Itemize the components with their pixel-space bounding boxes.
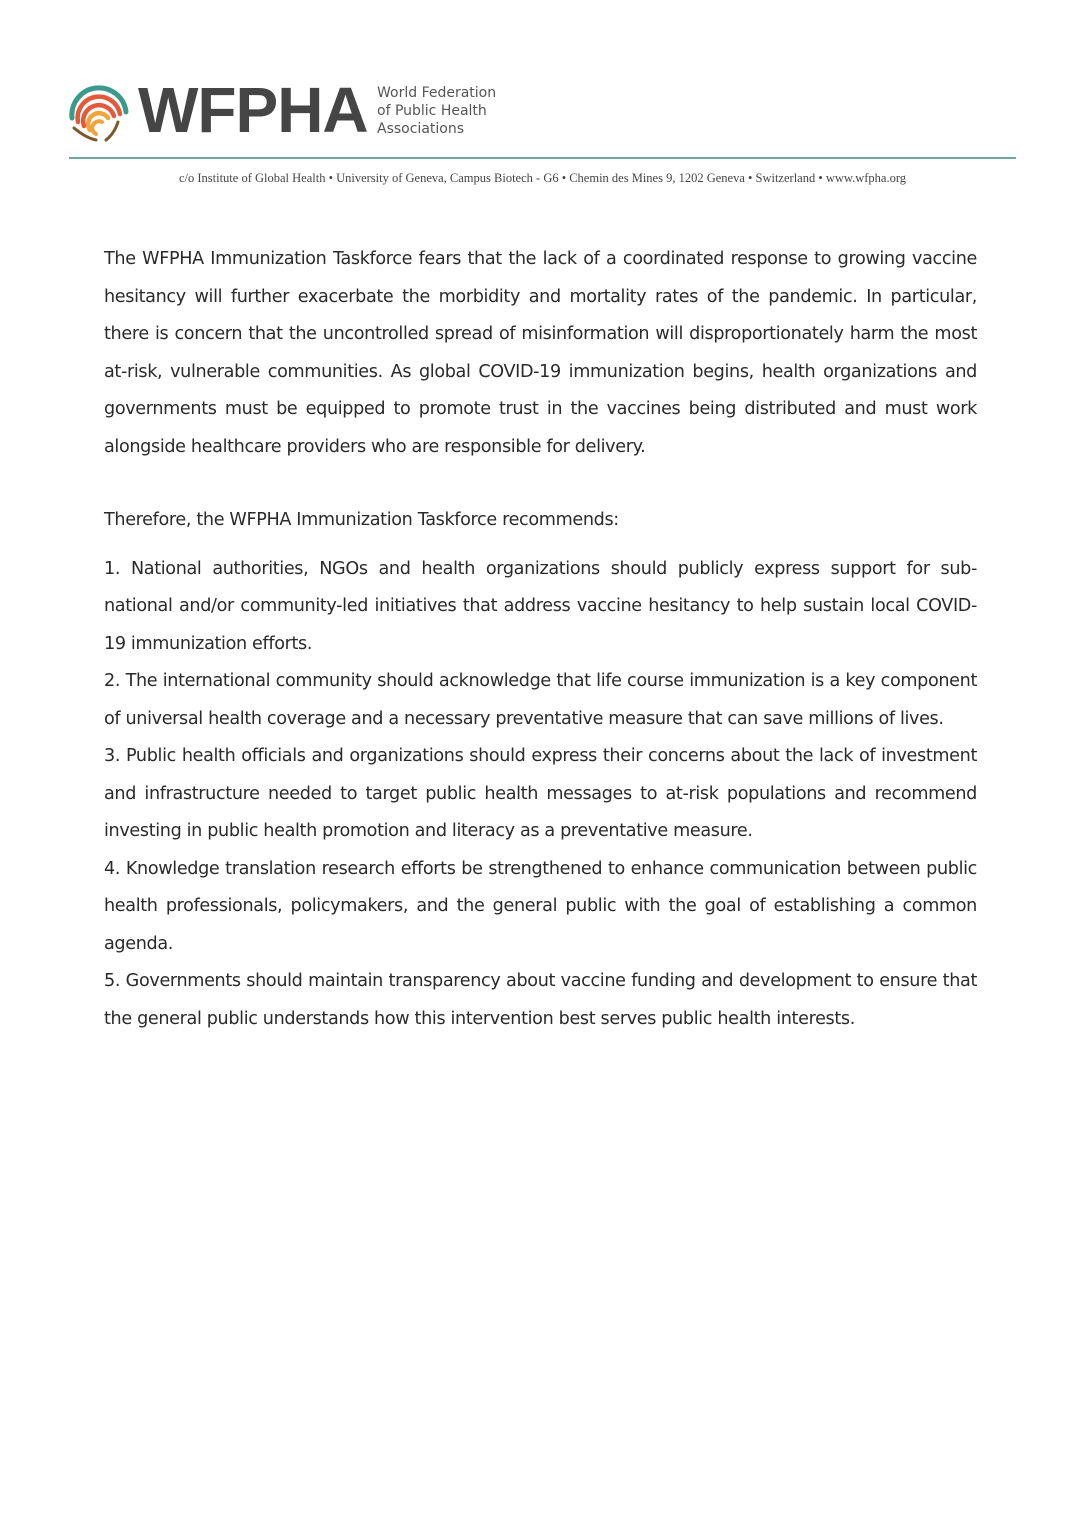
letterhead xyxy=(66,74,1016,164)
recommendation-item: 5. Governments should maintain transparency about vaccine funding and development to ensure that the general public understands how this intervention best serves public health interests. xyxy=(104,971,977,1029)
letter-body xyxy=(104,241,977,1038)
recommendation-item: 2. The international community should acknowledge that life course immunization is a key component of universal health coverage and a necessary preventative measure that can save millions of lives. xyxy=(104,671,977,729)
tagline-line-3: Associations xyxy=(377,121,465,137)
tagline-line-1: World Federation xyxy=(377,85,497,101)
organization-tagline xyxy=(377,84,537,138)
recommendations-lead: Therefore, the WFPHA Immunization Taskforce recommends: xyxy=(104,510,619,530)
wfpha-wordmark: WFPHA xyxy=(138,74,368,146)
recommendation-item: 1. National authorities, NGOs and health organizations should publicly express support for sub-national and/or community-led initiatives that address vaccine hesitancy to help sustain local COVID-19 immunization efforts. xyxy=(104,558,977,654)
recommendations-list xyxy=(104,551,977,1039)
recommendation-item: 4. Knowledge translation research efforts be strengthened to enhance communication between public health professionals, policymakers, and the general public with the goal of establishing a common agenda. xyxy=(104,858,977,954)
recommendation-item: 3. Public health officials and organizations should express their concerns about the lack of investment and infrastructure needed to target public health messages to at-risk populations and recommend investing in public health promotion and literacy as a preventative measure. xyxy=(104,746,977,841)
address-line: c/o Institute of Global Health • University of Geneva, Campus Biotech - G6 • Chemin des Mines 9, 1202 Geneva • Switzerland • www.wfpha.org xyxy=(178,171,907,185)
wfpha-logo-icon xyxy=(66,78,132,144)
header-divider xyxy=(69,157,1016,159)
intro-paragraph: The WFPHA Immunization Taskforce fears that the lack of a coordinated response to growing vaccine hesitancy will further exacerbate the morbidity and mortality rates of the pandemic. In particular, there is concern that the uncontrolled spread of misinformation will disproportionately harm the most at-risk, vulnerable communities. As global COVID-19 immunization begins, health organizations and governments must be equipped to promote trust in the vaccines being distributed and must work alongside healthcare providers who are responsible for delivery. xyxy=(104,249,977,457)
tagline-line-2: of Public Health xyxy=(377,103,487,119)
